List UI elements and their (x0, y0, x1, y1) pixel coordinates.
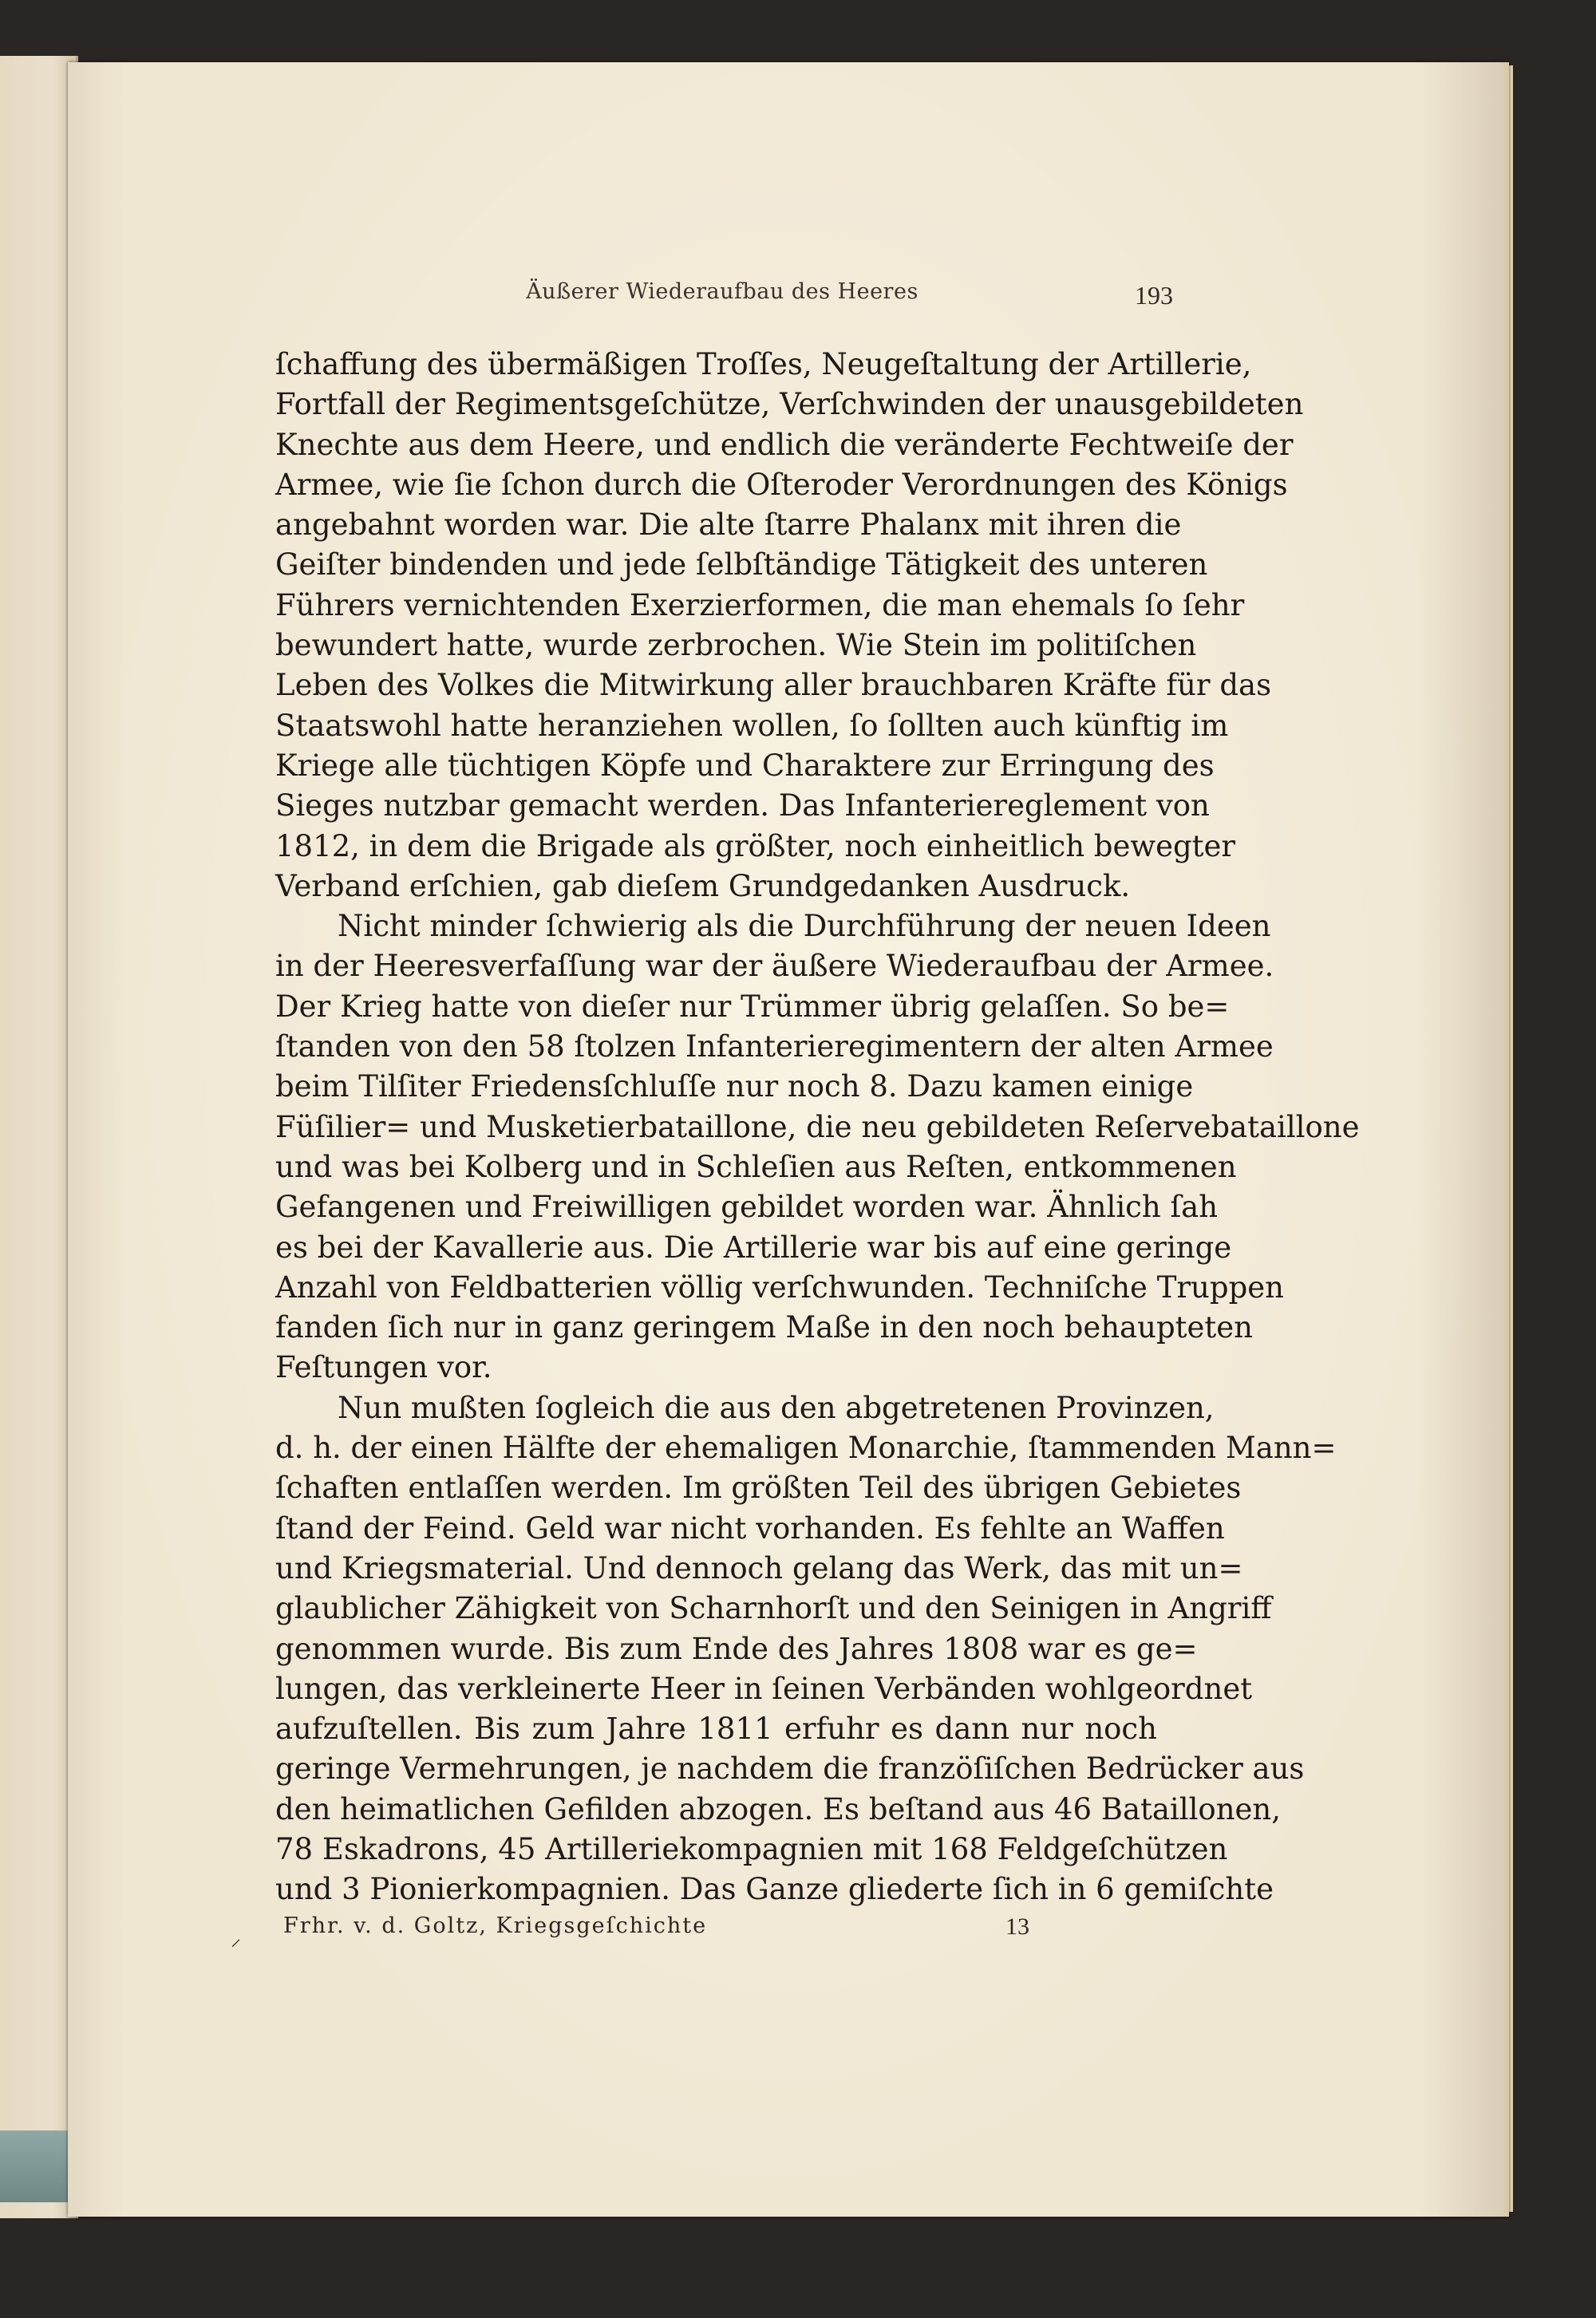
text-line: Armee, wie ſie ſchon durch die Oſteroder Verordnungen des Königs (275, 467, 1288, 502)
text-line: beim Tilſiter Friedensſchluſſe nur noch 8. Dazu kamen einige (275, 1069, 1194, 1104)
text-line: in der Heeresverfaſſung war der äußere Wiederaufbau der Armee. (275, 949, 1274, 984)
footer-mark: ⸝ (231, 1927, 242, 1951)
text-line: ſchaften entlaſſen werden. Im größten Teil des übrigen Gebietes (275, 1471, 1242, 1506)
running-title: Äußerer Wiederaufbau des Heeres (526, 279, 918, 304)
paragraph-start-line: Nicht minder ſchwierig als die Durchführung der neuen Ideen (338, 909, 1271, 944)
text-line: d. h. der einen Hälfte der ehemaligen Monarchie, ſtammenden Mann= (275, 1431, 1337, 1466)
text-line: Kriege alle tüchtigen Köpfe und Charaktere zur Erringung des (275, 748, 1215, 783)
text-line: ſchaffung des übermäßigen Troſſes, Neugeſtaltung der Artillerie, (275, 347, 1252, 381)
body-text (275, 345, 1360, 1910)
text-line: es bei der Kavallerie aus. Die Artillerie war bis auf eine geringe (275, 1230, 1232, 1265)
text-line: geringe Vermehrungen, je nachdem die franzöſiſchen Bedrücker aus (275, 1751, 1305, 1787)
text-line: ſtanden von den 58 ſtolzen Infanterieregimentern der alten Armee (275, 1029, 1274, 1064)
text-line: fanden ſich nur in ganz geringem Maße in den noch behaupteten (275, 1310, 1253, 1345)
text-line: Geiſter bindenden und jede ſelbſtändige Tätigkeit des unteren (275, 547, 1208, 582)
paragraph-start-line: Nun mußten ſogleich die aus den abgetretenen Provinzen, (338, 1390, 1215, 1425)
text-line: Fortfall der Regimentsgeſchütze, Verſchwinden der unausgebildeten (275, 387, 1304, 422)
text-line: angebahnt worden war. Die alte ſtarre Phalanx mit ihren die (275, 507, 1182, 543)
text-line: Füſilier= und Musketierbataillone, die neu gebildeten Reſervebataillone (275, 1109, 1360, 1144)
page-header (271, 279, 1173, 319)
text-line: ſtand der Feind. Geld war nicht vorhanden. Es fehlte an Waffen (275, 1510, 1225, 1546)
text-line: Staatswohl hatte heranziehen wollen, ſo ſollten auch künftig im (275, 708, 1229, 743)
footer-author: Frhr. v. d. Goltz, Kriegsgeſchichte (283, 1913, 708, 1938)
text-line: 78 Eskadrons, 45 Artilleriekompagnien mit 168 Feldgeſchützen (275, 1831, 1228, 1866)
text-line: Leben des Volkes die Mitwirkung aller brauchbaren Kräfte für das (275, 668, 1272, 703)
text-line: den heimatlichen Gefilden abzogen. Es beſtand aus 46 Bataillonen, (275, 1791, 1282, 1826)
text-line: und Kriegsmaterial. Und dennoch gelang das Werk, das mit un= (275, 1550, 1243, 1585)
text-line: Anzahl von Feldbatterien völlig verſchwunden. Techniſche Truppen (275, 1270, 1284, 1305)
text-line: Feſtungen vor. (275, 1350, 492, 1385)
page-number: 193 (1135, 281, 1173, 310)
text-line: glaublicher Zähigkeit von Scharnhorſt und den Seinigen in Angriff (275, 1591, 1272, 1626)
text-line: lungen, das verkleinerte Heer in ſeinen Verbänden wohlgeordnet (275, 1671, 1253, 1706)
left-page-edge (0, 56, 78, 2218)
text-line: und 3 Pionierkompagnien. Das Ganze gliederte ſich in 6 gemiſchte (275, 1872, 1274, 1907)
text-line: Gefangenen und Freiwilligen gebildet worden war. Ähnlich ſah (275, 1190, 1219, 1225)
signature-mark: 13 (1005, 1913, 1029, 1940)
text-line: Sieges nutzbar gemacht werden. Das Infanteriereglement von (275, 788, 1210, 823)
text-line: Verband erſchien, gab dieſem Grundgedanken Ausdruck. (275, 868, 1131, 903)
text-line: bewundert hatte, wurde zerbrochen. Wie Stein im politiſchen (275, 628, 1197, 663)
text-line: Führers vernichtenden Exerzierformen, die man ehemals ſo ſehr (275, 587, 1245, 622)
text-line: aufzuſtellen. Bis zum Jahre 1811 erfuhr es dann nur noch (275, 1712, 1157, 1747)
text-line: genommen wurde. Bis zum Ende des Jahres 1808 war es ge= (275, 1631, 1198, 1666)
page-footer (231, 1913, 1157, 1951)
text-line: Knechte aus dem Heere, und endlich die veränderte Fechtweiſe der (275, 427, 1294, 462)
text-line: und was bei Kolberg und in Schleſien aus Reſten, entkommenen (275, 1149, 1237, 1184)
text-line: 1812, in dem die Brigade als größter, noch einheitlich bewegter (275, 828, 1236, 863)
text-line: Der Krieg hatte von dieſer nur Trümmer übrig gelaſſen. So be= (275, 989, 1230, 1024)
